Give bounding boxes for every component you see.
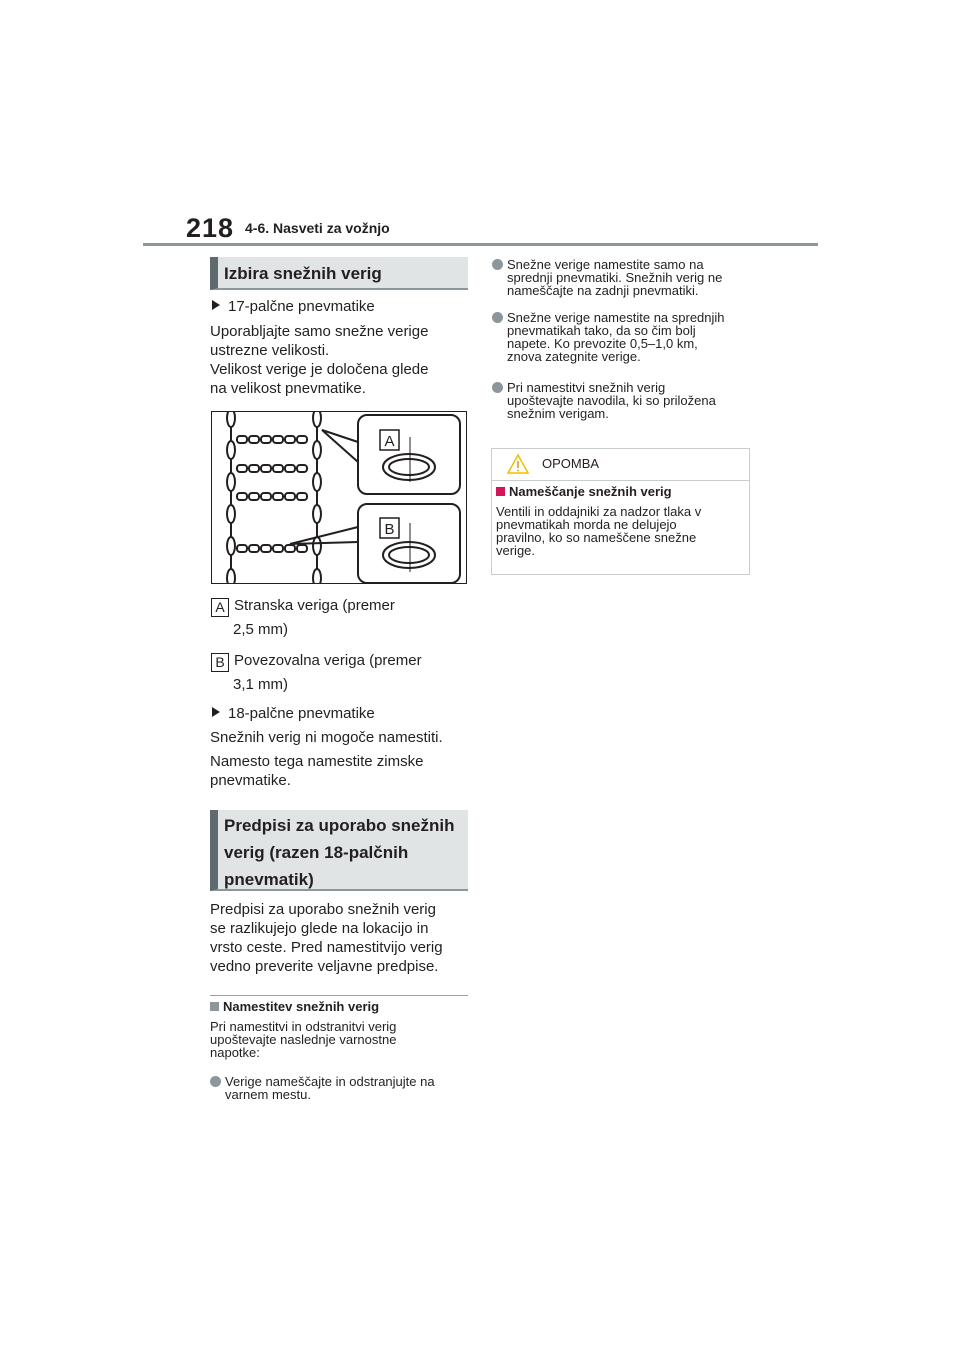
circle-bullet-icon (210, 1076, 221, 1087)
circle-bullet-icon (492, 382, 503, 393)
page-number: 218 (186, 213, 235, 243)
notice-title: OPOMBA (542, 456, 600, 471)
cross-chain-bottom (237, 545, 307, 552)
snow-chain-figure (211, 411, 467, 584)
list-item-18-inch: 18-palčne pnevmatike (212, 704, 375, 723)
snow-chain-illustration (212, 412, 467, 584)
notice-box (491, 448, 750, 575)
notice-header (492, 449, 749, 481)
side-chain-left (227, 412, 235, 584)
square-bullet-icon (210, 1002, 219, 1011)
bullet-safe-place: Verige nameščajte in odstranjujte na varnem mestu. (210, 1075, 468, 1101)
list-item-17-inch: 17-palčne pnevmatike (212, 297, 375, 316)
paragraph-regulations: Predpisi za uporabo snežnih verig se razlikujejo glede na lokacijo in vrsto ceste. Pred namestitvijo verig vedno preverite veljavne predpise. (210, 901, 443, 975)
section-title: 4-6. Nasveti za vožnjo (245, 220, 390, 236)
figure-label-b: B (384, 521, 395, 538)
square-bullet-icon (496, 487, 505, 496)
triangle-bullet-icon (212, 707, 220, 717)
cross-chain-middle (237, 493, 307, 500)
circle-bullet-icon (492, 259, 503, 270)
figure-label-a: A (384, 433, 395, 450)
caption-side-chain: A Stranska veriga (premer 2,5 mm) (211, 594, 469, 642)
bullet-front-tires-only: Snežne verige namestite samo na sprednji pnevmatiki. Snežnih verig ne nameščajte na zadnji pnevmatiki. (492, 258, 750, 297)
triangle-bullet-icon (212, 300, 220, 310)
heading-regulations: Predpisi za uporabo snežnih verig (razen 18-palčnih pnevmatik) (210, 810, 468, 891)
header-rule (143, 243, 818, 246)
paragraph-chain-size: Uporabljajte samo snežne verige ustrezne velikosti. Velikost verige je določena glede na velikost pnevmatike. (210, 323, 429, 397)
detail-box-a (322, 415, 460, 494)
paragraph-not-possible: Snežnih verig ni mogoče namestiti. (210, 729, 443, 746)
bullet-tighten-chains: Snežne verige namestite na sprednjih pnevmatikah tako, da so čim bolj napete. Ko prevozite 0,5–1,0 km, znova zategnite verige. (492, 311, 750, 363)
heading-snow-chain-selection: Izbira snežnih verig (210, 257, 468, 290)
warning-triangle-icon (506, 453, 530, 475)
notice-heading: Nameščanje snežnih verig (496, 484, 672, 499)
notice-text: Ventili in oddajniki za nadzor tlaka v pnevmatikah morda ne delujejo pravilno, ko so nameščene snežne verige. (496, 504, 702, 558)
badge-a: A (211, 598, 229, 617)
caption-link-chain: B Povezovalna veriga (premer 3,1 mm) (211, 649, 469, 697)
sub-heading-installation: Namestitev snežnih verig (210, 999, 379, 1014)
sub-section-rule (210, 995, 468, 996)
cross-chain-top (237, 436, 307, 472)
bullet-follow-instructions: Pri namestitvi snežnih verig upoštevajte navodila, ki so priložena snežnim verigam. (492, 381, 750, 420)
side-chain-right (313, 412, 321, 584)
installation-text: Pri namestitvi in odstranitvi verig upoštevajte naslednje varnostne napotke: (210, 1019, 397, 1060)
paragraph-winter-tires: Namesto tega namestite zimske pnevmatike. (210, 753, 424, 789)
badge-b: B (211, 653, 229, 672)
circle-bullet-icon (492, 312, 503, 323)
